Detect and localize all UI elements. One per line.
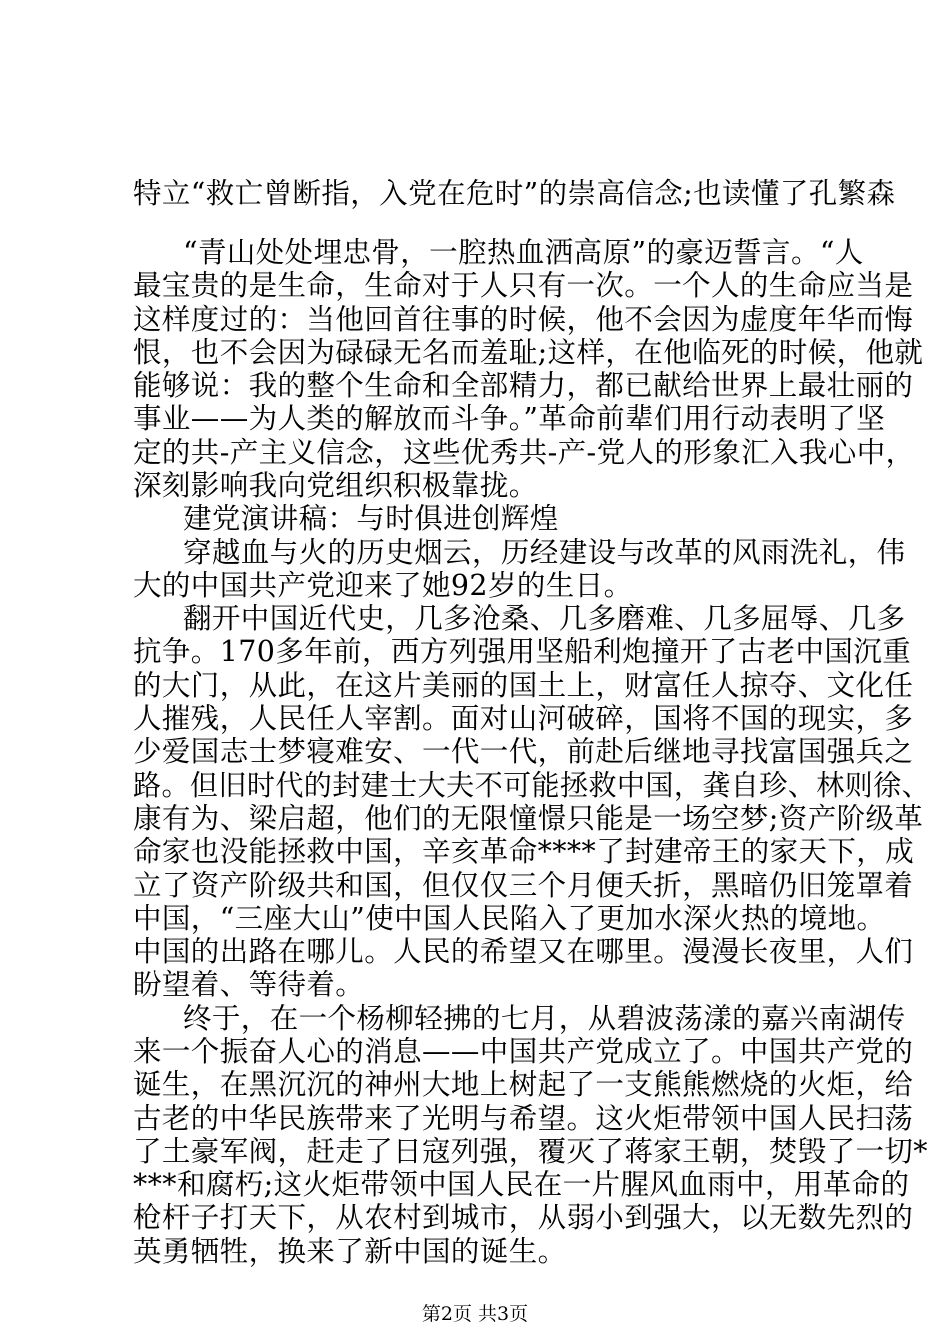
text-line: 这样度过的：当他回首往事的时候，他不会因为虚度年华而悔 — [133, 303, 914, 336]
text-line: 终于，在一个杨柳轻拂的七月，从碧波荡漾的嘉兴南湖传 — [183, 1002, 906, 1035]
text-line: 盼望着、等待着。 — [133, 968, 365, 1001]
text-line: 特立“救亡曾断指，入党在危时”的崇高信念;也读懂了孔繁森 — [133, 177, 896, 210]
text-line: 的大门，从此，在这片美丽的国土上，财富任人掠夺、文化任 — [133, 669, 914, 702]
text-line: 能够说：我的整个生命和全部精力，都已献给世界上最壮丽的 — [133, 369, 914, 402]
text-line: 事业——为人类的解放而斗争。”革命前辈们用行动表明了坚 — [133, 402, 886, 435]
text-line: 定的共-产主义信念，这些优秀共-产-党人的形象汇入我心中， — [133, 436, 915, 469]
text-line: 康有为、梁启超，他们的无限憧憬只能是一场空梦;资产阶级革 — [133, 802, 924, 835]
text-line: 中国的出路在哪儿。人民的希望又在哪里。漫漫长夜里，人们 — [133, 935, 914, 968]
text-line: 最宝贵的是生命，生命对于人只有一次。一个人的生命应当是 — [133, 269, 914, 302]
text-line: 穿越血与火的历史烟云，历经建设与改革的风雨洗礼，伟 — [183, 536, 906, 569]
text-line: 命家也没能拯救中国，辛亥革命****了封建帝王的家天下，成 — [133, 835, 915, 868]
text-line: 立了资产阶级共和国，但仅仅三个月便夭折，黑暗仍旧笼罩着 — [133, 869, 914, 902]
text-line: 了土豪军阀，赶走了日寇列强，覆灭了蒋家王朝，焚毁了一切* — [133, 1135, 928, 1168]
page-footer: 第2页 共3页 — [421, 1303, 529, 1325]
text-line: “青山处处埋忠骨，一腔热血洒高原”的豪迈誓言。“人 — [183, 236, 864, 269]
text-line: 路。但旧时代的封建士大夫不可能拯救中国，龚自珍、林则徐、 — [133, 769, 931, 802]
text-line: 枪杆子打天下，从农村到城市，从弱小到强大，以无数先烈的 — [133, 1201, 914, 1234]
text-line: 中国，“三座大山”使中国人民陷入了更加水深火热的境地。 — [133, 902, 886, 935]
text-line: 恨，也不会因为碌碌无名而羞耻;这样，在他临死的时候，他就 — [133, 336, 924, 369]
text-line: 深刻影响我向党组织积极靠拢。 — [133, 469, 538, 502]
text-line: 诞生，在黑沉沉的神州大地上树起了一支熊熊燃烧的火炬，给 — [133, 1068, 914, 1101]
text-line: 大的中国共产党迎来了她92岁的生日。 — [133, 569, 633, 602]
text-line: 古老的中华民族带来了光明与希望。这火炬带领中国人民扫荡 — [133, 1102, 914, 1135]
text-line: 抗争。170多年前，西方列强用坚船利炮撞开了古老中国沉重 — [133, 635, 912, 668]
text-line: ***和腐朽;这火炬带领中国人民在一片腥风血雨中，用革命的 — [133, 1168, 910, 1201]
text-line: 人摧残，人民任人宰割。面对山河破碎，国将不国的现实，多 — [133, 702, 914, 735]
text-line: 翻开中国近代史，几多沧桑、几多磨难、几多屈辱、几多 — [183, 602, 906, 635]
text-line: 来一个振奋人心的消息——中国共产党成立了。中国共产党的 — [133, 1035, 914, 1068]
text-line: 少爱国志士梦寝难安、一代一代，前赴后继地寻找富国强兵之 — [133, 735, 914, 768]
section-heading: 建党演讲稿：与时俱进创辉煌 — [183, 502, 559, 535]
text-line: 英勇牺牲，换来了新中国的诞生。 — [133, 1235, 567, 1268]
